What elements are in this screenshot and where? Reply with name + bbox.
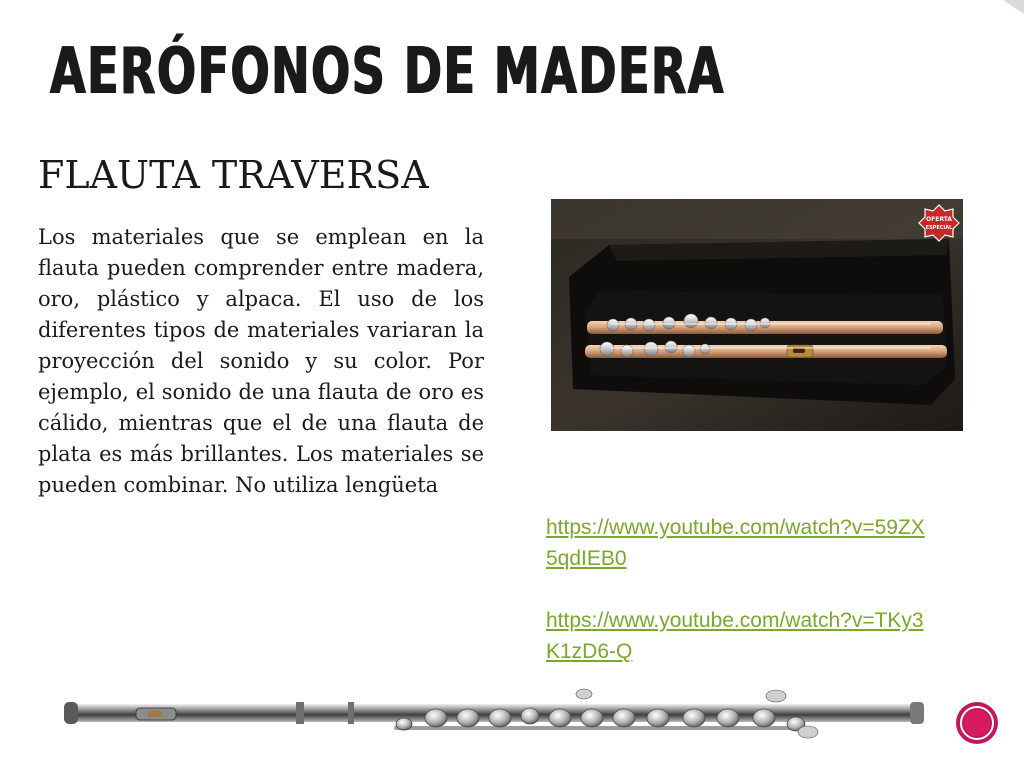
youtube-link-2[interactable]: https://www.youtube.com/watch?v=TKy3K1zD6-Q: [546, 609, 924, 663]
offer-badge-line1: OFERTA: [926, 216, 952, 223]
slide-title: AERÓFONOS DE MADERA: [50, 35, 725, 109]
corner-decoration: [1003, 0, 1024, 14]
youtube-link-1[interactable]: https://www.youtube.com/watch?v=59ZX5qdIEB0: [546, 516, 925, 570]
slide-subtitle: FLAUTA TRAVERSA: [38, 153, 429, 197]
video-links: [546, 512, 926, 667]
body-paragraph: Los materiales que se emplean en la flauta pueden comprender entre madera, oro, plástico y alpaca. El uso de los diferentes tipos de materiales variaran la proyección del sonido y su color. Por ejemplo, el sonido de una flauta de oro es cálido, mientras que el de una flauta de plata es más brillantes. Los materiales se pueden combinar. No utiliza lengüeta: [38, 225, 484, 497]
flute-case-photo: [551, 199, 963, 431]
offer-badge-line2: ESPECIAL: [925, 225, 953, 231]
circle-button-icon[interactable]: [954, 700, 1000, 746]
offer-badge: [919, 205, 959, 241]
silver-flute-image: [64, 688, 924, 744]
